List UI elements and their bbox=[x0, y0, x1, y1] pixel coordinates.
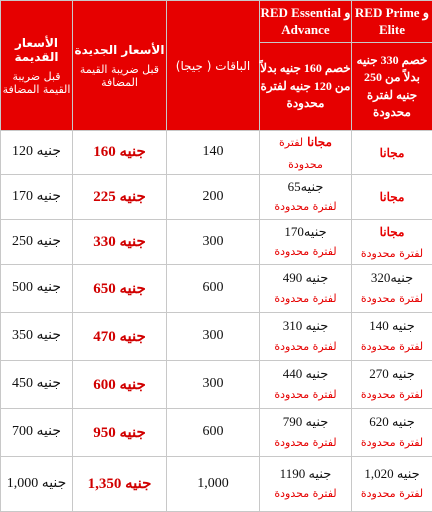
free-label: مجانا bbox=[380, 225, 405, 239]
essential-advance-header: RED Essential و Advance bbox=[260, 1, 352, 43]
essential-discount-cell bbox=[260, 175, 352, 220]
discount-amount: جنيه 620 bbox=[352, 413, 432, 431]
prime-discount-cell bbox=[352, 457, 432, 512]
limited-time-label: لفترة محدودة bbox=[361, 340, 423, 353]
package-cell: 140 bbox=[167, 131, 260, 175]
prime-discount-cell bbox=[352, 220, 432, 265]
essential-discount-cell bbox=[260, 457, 352, 512]
prime-discount-cell bbox=[352, 313, 432, 361]
table-row bbox=[1, 409, 432, 457]
prime-discount-cell bbox=[352, 265, 432, 313]
limited-time-label: لفترة محدودة bbox=[361, 292, 423, 305]
package-cell: 200 bbox=[167, 175, 260, 220]
essential-discount-cell bbox=[260, 265, 352, 313]
table-row bbox=[1, 361, 432, 409]
limited-time-label: لفترة محدودة bbox=[361, 247, 423, 260]
free-label: مجانا bbox=[380, 190, 405, 204]
old-price-cell: 250 جنيه bbox=[1, 220, 73, 265]
package-cell: 300 bbox=[167, 313, 260, 361]
free-label: مجانا bbox=[307, 135, 332, 149]
new-price-cell: جنيه 160 bbox=[73, 131, 167, 175]
new-price-cell: جنيه 950 bbox=[73, 409, 167, 457]
limited-time-label: لفترة محدودة bbox=[361, 487, 423, 500]
limited-time-label: لفترة محدودة bbox=[274, 436, 336, 449]
new-price-cell: جنيه 650 bbox=[73, 265, 167, 313]
new-price-cell: جنيه 600 bbox=[73, 361, 167, 409]
prime-elite-header: RED Prime و Elite bbox=[352, 1, 432, 43]
new-prices-header bbox=[73, 1, 167, 131]
essential-discount-cell bbox=[260, 313, 352, 361]
new-price-cell: جنيه 225 bbox=[73, 175, 167, 220]
package-cell: 300 bbox=[167, 361, 260, 409]
essential-discount-cell bbox=[260, 361, 352, 409]
prime-offer-text: خصم 330 جنيه بدلاً من 250 جنيه لفترة محدودة bbox=[352, 43, 432, 131]
discount-amount: جنيه 310 bbox=[260, 317, 351, 335]
package-cell: 600 bbox=[167, 409, 260, 457]
new-price-cell: جنيه 330 bbox=[73, 220, 167, 265]
limited-time-label: لفترة محدودة bbox=[274, 487, 336, 500]
discount-amount: جنيه 490 bbox=[260, 269, 351, 287]
old-price-cell: 700 جنيه bbox=[1, 409, 73, 457]
discount-amount: جنيه170 bbox=[260, 223, 351, 241]
limited-time-label: لفترة محدودة bbox=[274, 200, 336, 213]
packages-header: (جيجا ) الباقات bbox=[167, 1, 260, 131]
prime-discount-cell bbox=[352, 175, 432, 220]
limited-time-label: لفترة محدودة bbox=[361, 436, 423, 449]
discount-amount: جنيه 1,020 bbox=[352, 465, 432, 483]
free-label: مجانا bbox=[380, 146, 405, 160]
limited-time-label: لفترة محدودة bbox=[274, 388, 336, 401]
discount-amount: جنيه 140 bbox=[352, 317, 432, 335]
essential-offer-text: خصم 160 جنيه بدلاً من 120 جنيه لفترة محدودة bbox=[260, 43, 352, 131]
new-price-cell: جنيه 1,350 bbox=[73, 457, 167, 512]
old-prices-subtitle: قبل ضريبة القيمة المضافة bbox=[1, 70, 72, 96]
discount-amount: جنيه65 bbox=[260, 178, 351, 196]
prime-discount-cell bbox=[352, 409, 432, 457]
new-prices-subtitle: قبل ضريبة القيمة المضافة bbox=[73, 63, 166, 89]
limited-time-label: لفترة محدودة bbox=[279, 136, 323, 171]
old-price-cell: 1,000 جنيه bbox=[1, 457, 73, 512]
limited-time-label: لفترة محدودة bbox=[274, 245, 336, 258]
old-price-cell: 170 جنيه bbox=[1, 175, 73, 220]
limited-time-label: لفترة محدودة bbox=[361, 388, 423, 401]
table-row bbox=[1, 313, 432, 361]
old-price-cell: 450 جنيه bbox=[1, 361, 73, 409]
table-row bbox=[1, 220, 432, 265]
prime-discount-cell bbox=[352, 361, 432, 409]
table-row bbox=[1, 265, 432, 313]
new-price-cell: جنيه 470 bbox=[73, 313, 167, 361]
old-prices-header bbox=[1, 1, 73, 131]
old-prices-title: الأسعار القديمة bbox=[1, 36, 72, 64]
old-price-cell: 500 جنيه bbox=[1, 265, 73, 313]
old-price-cell: 350 جنيه bbox=[1, 313, 73, 361]
discount-amount: جنيه 270 bbox=[352, 365, 432, 383]
old-price-cell: 120 جنيه bbox=[1, 131, 73, 175]
table-row bbox=[1, 457, 432, 512]
essential-discount-cell bbox=[260, 131, 352, 175]
table-row bbox=[1, 175, 432, 220]
essential-discount-cell bbox=[260, 409, 352, 457]
prime-discount-cell bbox=[352, 131, 432, 175]
discount-amount: جنيه 440 bbox=[260, 365, 351, 383]
package-cell: 300 bbox=[167, 220, 260, 265]
essential-discount-cell bbox=[260, 220, 352, 265]
discount-amount: جنيه 1190 bbox=[260, 465, 351, 483]
discount-amount: جنيه320 bbox=[352, 269, 432, 287]
package-cell: 1,000 bbox=[167, 457, 260, 512]
limited-time-label: لفترة محدودة bbox=[274, 340, 336, 353]
new-prices-title: الأسعار الجديدة bbox=[73, 43, 166, 57]
table-row bbox=[1, 131, 432, 175]
limited-time-label: لفترة محدودة bbox=[274, 292, 336, 305]
package-cell: 600 bbox=[167, 265, 260, 313]
discount-amount: جنيه 790 bbox=[260, 413, 351, 431]
